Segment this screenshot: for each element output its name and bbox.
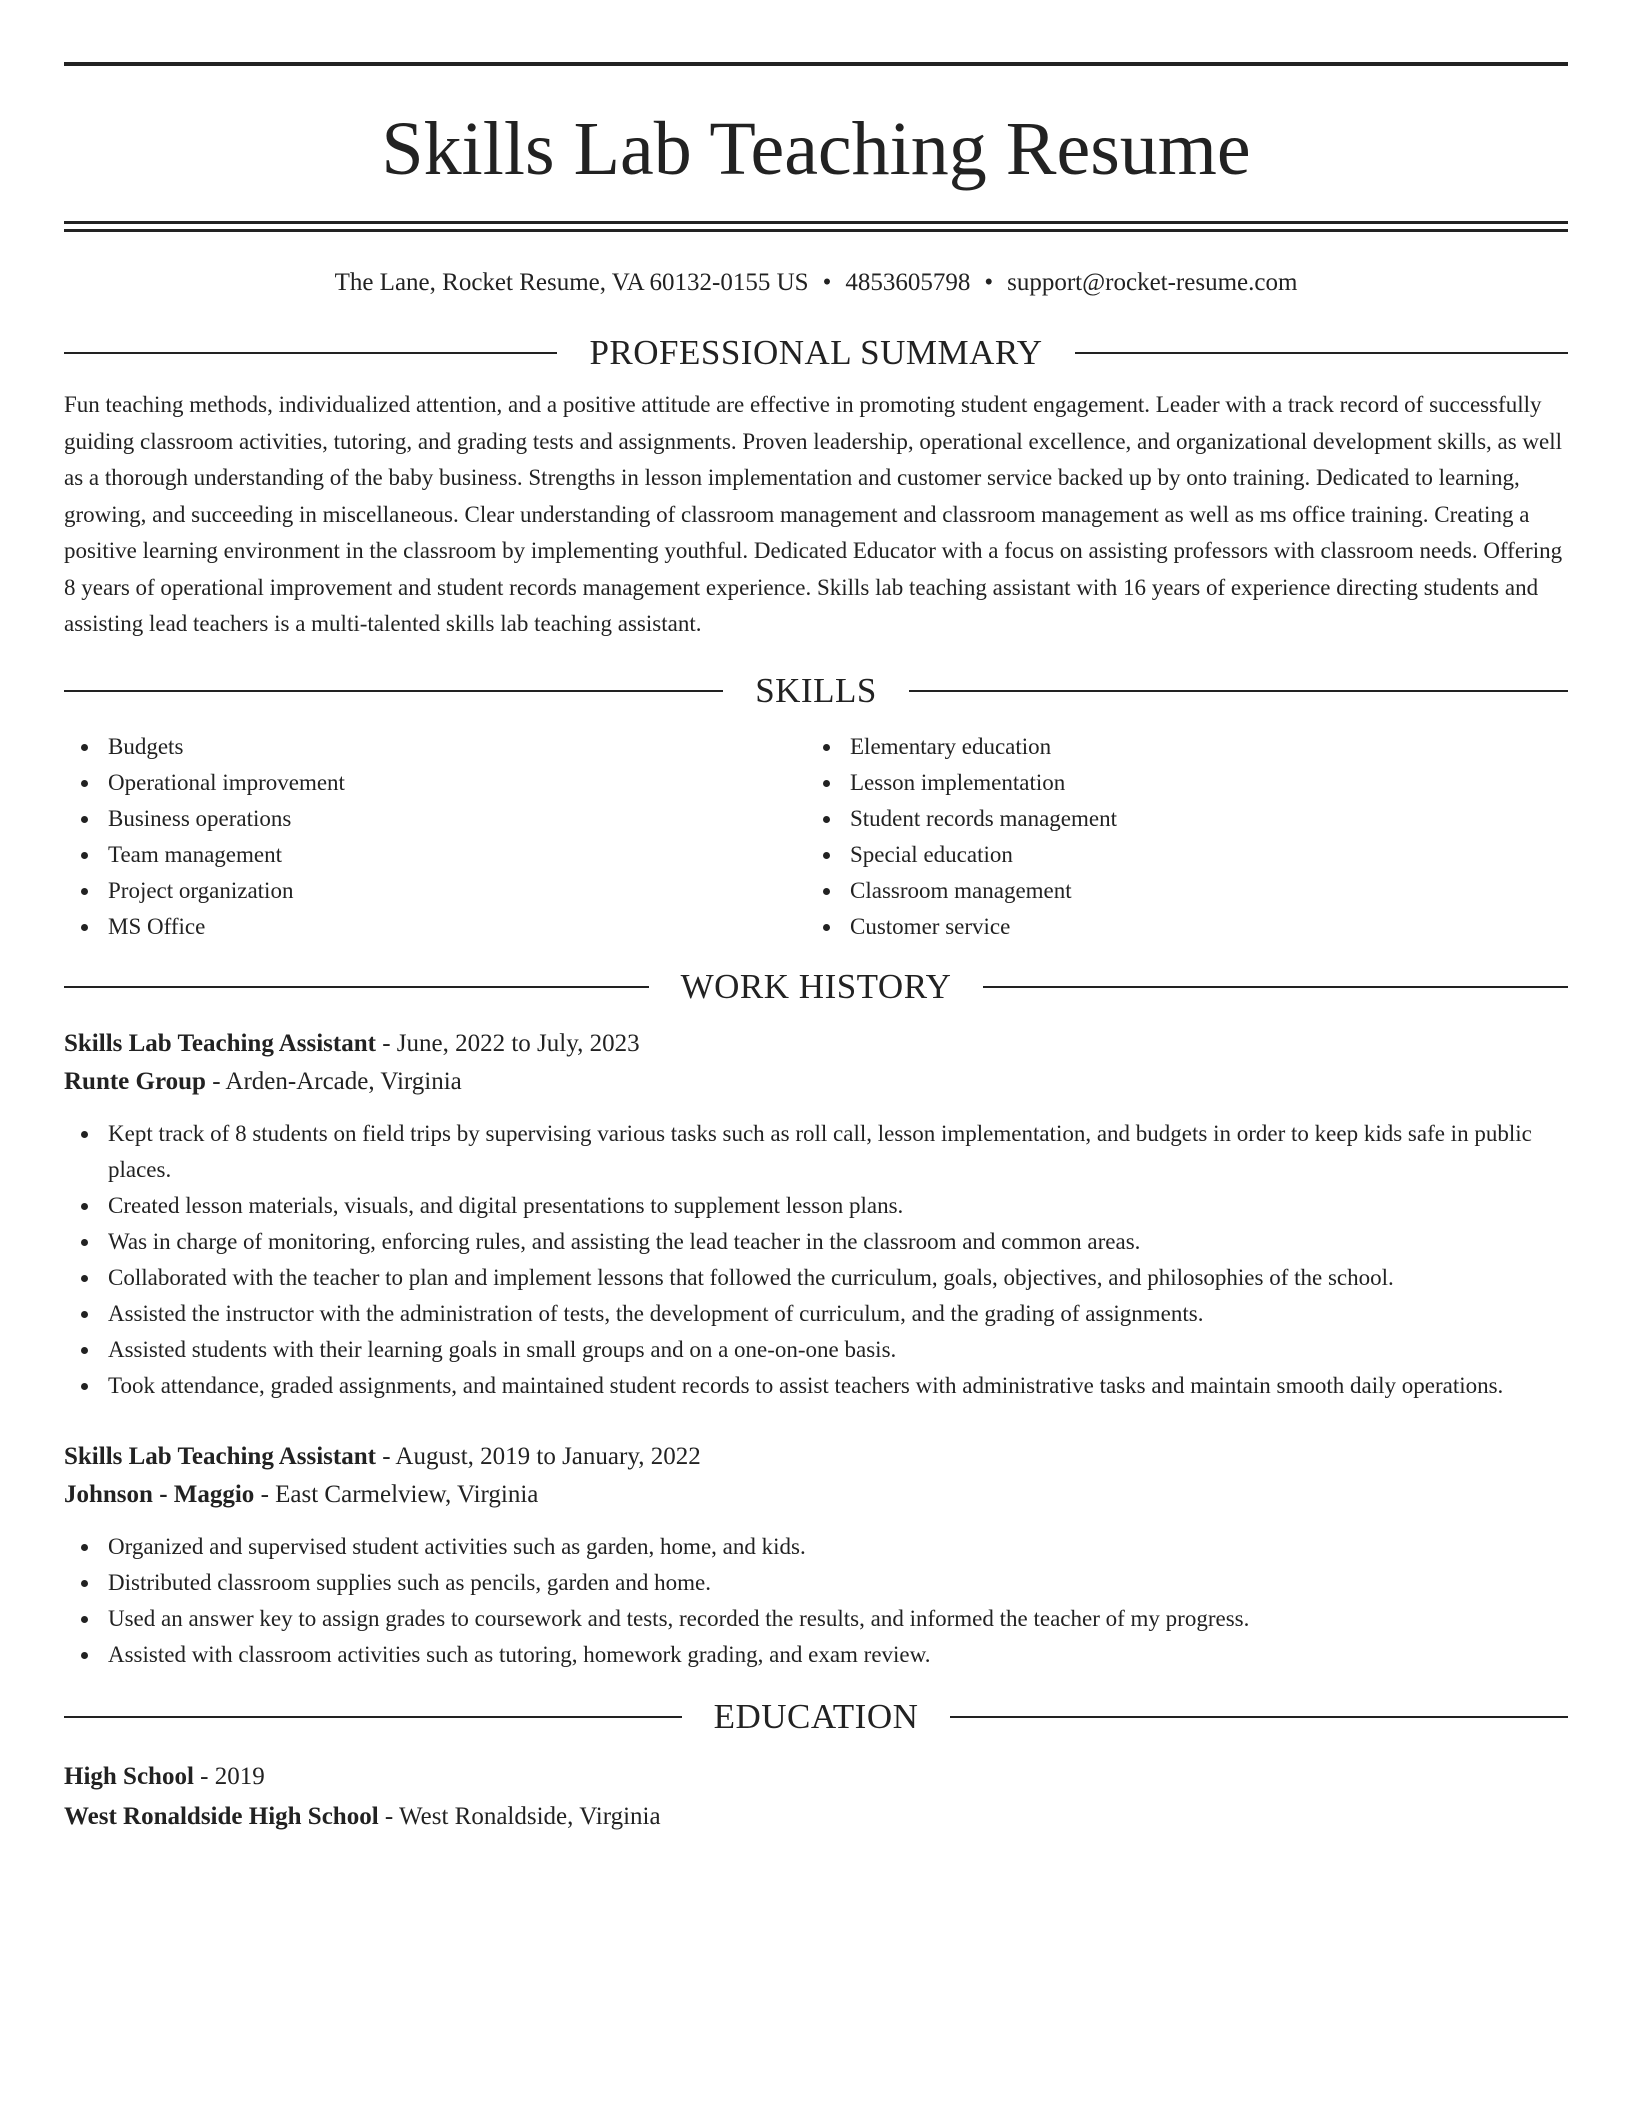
job-company: Runte Group — [64, 1067, 206, 1095]
contact-separator: • — [822, 269, 832, 296]
section-rule-left — [64, 352, 557, 354]
education-school: West Ronaldside High School — [64, 1802, 379, 1830]
skill-item: MS Office — [64, 909, 806, 945]
resume-page — [64, 62, 1568, 1837]
summary-section-header — [64, 331, 1568, 375]
education-dash: - — [384, 1802, 394, 1830]
skills-heading: SKILLS — [755, 670, 877, 710]
job-title-line — [64, 1025, 1568, 1063]
job-title-line — [64, 1438, 1568, 1476]
job-company-line — [64, 1063, 1568, 1101]
job-bullet: Collaborated with the teacher to plan and implement lessons that followed the curriculum, goals, objectives, and philosophies of the school. — [64, 1260, 1568, 1296]
job-bullet: Organized and supervised student activities such as garden, home, and kids. — [64, 1529, 1568, 1565]
job-bullet: Assisted students with their learning goals in small groups and on a one-on-one basis. — [64, 1332, 1568, 1368]
skill-item: Operational improvement — [64, 765, 806, 801]
job-dates: June, 2022 to July, 2023 — [396, 1029, 640, 1057]
skill-item: Elementary education — [806, 729, 1548, 765]
job-bullet: Created lesson materials, visuals, and digital presentations to supplement lesson plans. — [64, 1188, 1568, 1224]
job-bullet: Assisted the instructor with the administration of tests, the development of curriculum, and the grading of assignments. — [64, 1296, 1568, 1332]
job-company-line — [64, 1476, 1568, 1514]
job-dash: - — [260, 1480, 269, 1508]
section-rule-right — [950, 1716, 1568, 1718]
job-bullet: Was in charge of monitoring, enforcing rules, and assisting the lead teacher in the classroom and common areas. — [64, 1224, 1568, 1260]
job-bullet: Kept track of 8 students on field trips by supervising various tasks such as roll call, lesson implementation, and budgets in order to keep kids safe in public places. — [64, 1116, 1568, 1188]
skill-item: Special education — [806, 837, 1548, 873]
skill-item: Budgets — [64, 729, 806, 765]
job-bullet: Assisted with classroom activities such as tutoring, homework grading, and exam review. — [64, 1637, 1568, 1673]
skill-item: Customer service — [806, 909, 1548, 945]
job-dash: - — [382, 1442, 391, 1470]
job-company: Johnson - Maggio — [64, 1480, 255, 1508]
skills-column-left — [64, 729, 806, 945]
section-rule-left — [64, 1716, 682, 1718]
section-rule-left — [64, 690, 723, 692]
resume-title: Skills Lab Teaching Resume — [381, 107, 1251, 191]
job-title: Skills Lab Teaching Assistant — [64, 1029, 376, 1057]
section-rule-right — [909, 690, 1568, 692]
contact-email: support@rocket-resume.com — [1007, 269, 1298, 296]
section-rule-right — [1075, 352, 1568, 354]
title-double-rule — [64, 221, 1568, 232]
section-rule-left — [64, 986, 649, 988]
education-year: 2019 — [214, 1762, 265, 1790]
job-dates: August, 2019 to January, 2022 — [395, 1442, 701, 1470]
education-dash: - — [200, 1762, 209, 1790]
contact-separator: • — [984, 269, 994, 296]
education-entry — [64, 1757, 1568, 1837]
contact-address: The Lane, Rocket Resume, VA 60132-0155 US — [334, 269, 809, 296]
job-bullet: Took attendance, graded assignments, and maintained student records to assist teachers with administrative tasks and maintain smooth daily operations. — [64, 1368, 1568, 1404]
work-heading: WORK HISTORY — [680, 966, 952, 1006]
skill-item: Classroom management — [806, 873, 1548, 909]
job-title: Skills Lab Teaching Assistant — [64, 1442, 376, 1470]
skill-item: Student records management — [806, 801, 1548, 837]
skills-list — [64, 729, 1568, 945]
education-degree-line — [64, 1757, 1568, 1797]
education-school-line — [64, 1797, 1568, 1837]
contact-line — [64, 266, 1568, 300]
job-bullet: Distributed classroom supplies such as pencils, garden and home. — [64, 1565, 1568, 1601]
job-bullet: Used an answer key to assign grades to coursework and tests, recorded the results, and informed the teacher of my progress. — [64, 1601, 1568, 1637]
education-location: West Ronaldside, Virginia — [399, 1802, 661, 1830]
education-degree: High School — [64, 1762, 194, 1790]
section-rule-right — [983, 986, 1568, 988]
job-location: East Carmelview, Virginia — [275, 1480, 539, 1508]
skill-item: Business operations — [64, 801, 806, 837]
top-rule — [64, 62, 1568, 66]
job-location: Arden-Arcade, Virginia — [225, 1067, 462, 1095]
summary-text: Fun teaching methods, individualized attention, and a positive attitude are effective in promoting student engagement. Leader with a track record of successfully guiding classroom activities, tutoring, and grading tests and assignments. Proven leadership, operational excellence, and organizational development skills, as well as a thorough understanding of the baby business. Strengths in lesson implementation and customer service backed up by onto training. Dedicated to learning, growing, and succeeding in miscellaneous. Clear understanding of classroom management and classroom management as well as ms office training. Creating a positive learning environment in the classroom by implementing youthful. Dedicated Educator with a focus on assisting professors with classroom needs. Offering 8 years of operational improvement and student records management experience. Skills lab teaching assistant with 16 years of experience directing students and assisting lead teachers is a multi-talented skills lab teaching assistant. — [64, 392, 1563, 636]
job-entry — [64, 1438, 1568, 1673]
skills-column-right — [806, 729, 1548, 945]
job-bullets — [64, 1116, 1568, 1404]
education-section-header — [64, 1695, 1568, 1739]
skill-item: Team management — [64, 837, 806, 873]
skill-item: Project organization — [64, 873, 806, 909]
skills-section-header — [64, 669, 1568, 713]
contact-phone: 4853605798 — [845, 269, 971, 296]
summary-heading: PROFESSIONAL SUMMARY — [589, 333, 1043, 372]
education-heading: EDUCATION — [713, 1696, 919, 1736]
job-dash: - — [382, 1029, 391, 1057]
job-entry — [64, 1025, 1568, 1404]
skill-item: Lesson implementation — [806, 765, 1548, 801]
work-section-header — [64, 965, 1568, 1009]
job-bullets — [64, 1529, 1568, 1673]
job-dash: - — [212, 1067, 221, 1095]
